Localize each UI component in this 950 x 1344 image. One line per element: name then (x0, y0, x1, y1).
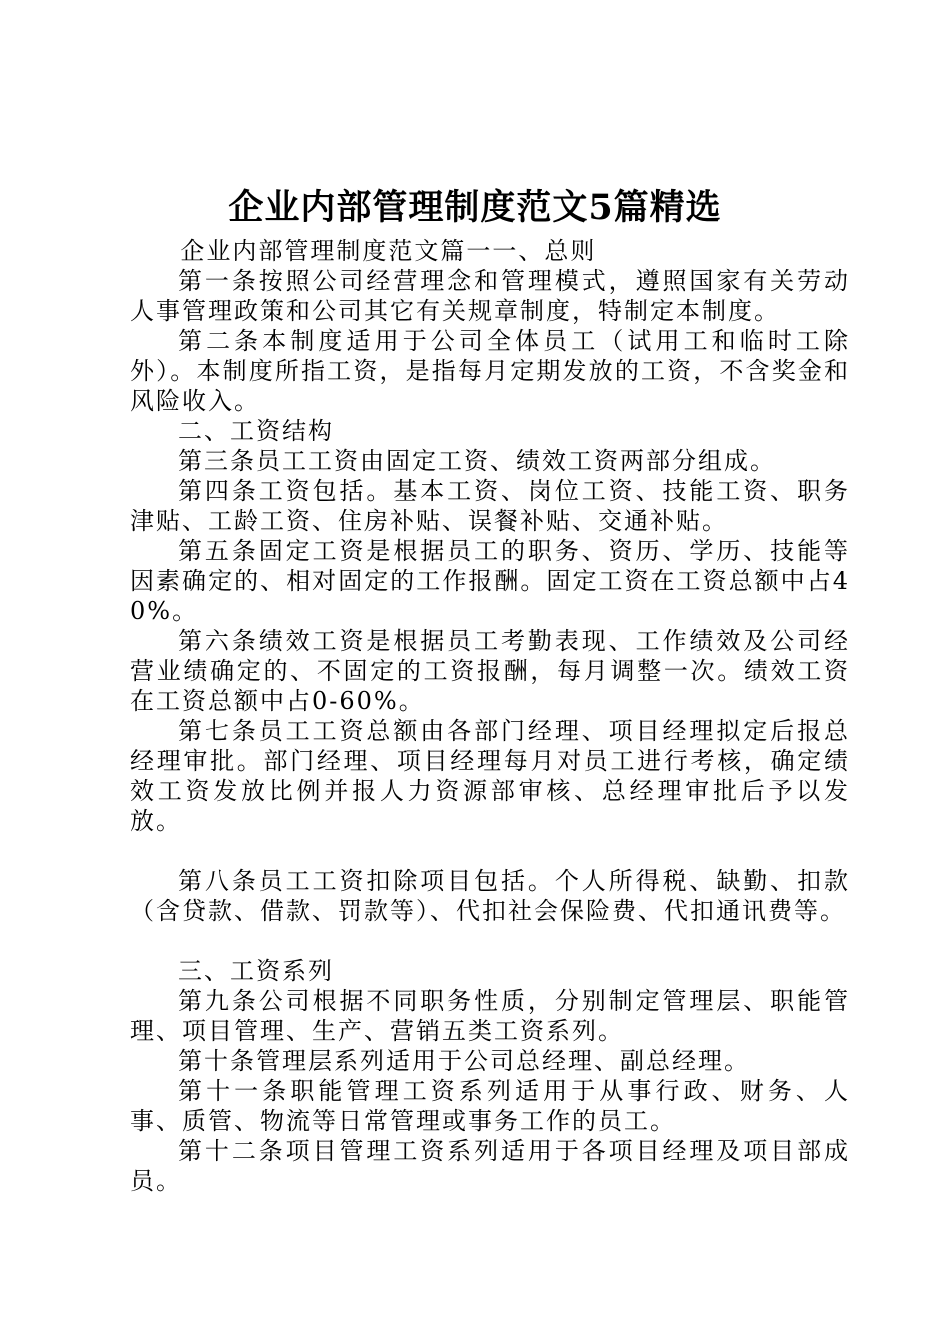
paragraph-article-12: 第十二条项目管理工资系列适用于各项目经理及项目部成员。 (130, 1137, 850, 1195)
section-heading-wage-structure: 二、工资结构 (178, 417, 334, 445)
paragraph-article-4: 第四条工资包括。基本工资、岗位工资、技能工资、职务津贴、工龄工资、住房补贴、误餐补贴、交通补贴。 (130, 477, 850, 535)
section-heading-general: 企业内部管理制度范文篇一一、总则 (180, 237, 597, 265)
document-title: 企业内部管理制度范文5篇精选 (228, 187, 722, 228)
paragraph-article-10: 第十条管理层系列适用于公司总经理、副总经理。 (178, 1047, 750, 1075)
paragraph-article-2: 第二条本制度适用于公司全体员工（试用工和临时工除外）。本制度所指工资，是指每月定期发放的工资，不含奖金和风险收入。 (130, 327, 850, 415)
paragraph-article-11: 第十一条职能管理工资系列适用于从事行政、财务、人事、质管、物流等日常管理或事务工作的员工。 (130, 1077, 850, 1135)
paragraph-article-1: 第一条按照公司经营理念和管理模式，遵照国家有关劳动人事管理政策和公司其它有关规章制度，特制定本制度。 (130, 267, 850, 325)
paragraph-article-5: 第五条固定工资是根据员工的职务、资历、学历、技能等因素确定的、相对固定的工作报酬。固定工资在工资总额中占40%。 (130, 537, 850, 625)
paragraph-article-8: 第八条员工工资扣除项目包括。个人所得税、缺勤、扣款（含贷款、借款、罚款等）、代扣社会保险费、代扣通讯费等。 (130, 867, 850, 925)
document-body (130, 236, 850, 1196)
paragraph-article-9: 第九条公司根据不同职务性质，分别制定管理层、职能管理、项目管理、生产、营销五类工资系列。 (130, 987, 850, 1045)
paragraph-article-6: 第六条绩效工资是根据员工考勤表现、工作绩效及公司经营业绩确定的、不固定的工资报酬，每月调整一次。绩效工资在工资总额中占0-60%。 (130, 627, 850, 715)
paragraph-article-7: 第七条员工工资总额由各部门经理、项目经理拟定后报总经理审批。部门经理、项目经理每月对员工进行考核，确定绩效工资发放比例并报人力资源部审核、总经理审批后予以发放。 (130, 717, 850, 835)
section-heading-wage-series: 三、工资系列 (178, 957, 334, 985)
paragraph-article-3: 第三条员工工资由固定工资、绩效工资两部分组成。 (178, 447, 776, 475)
